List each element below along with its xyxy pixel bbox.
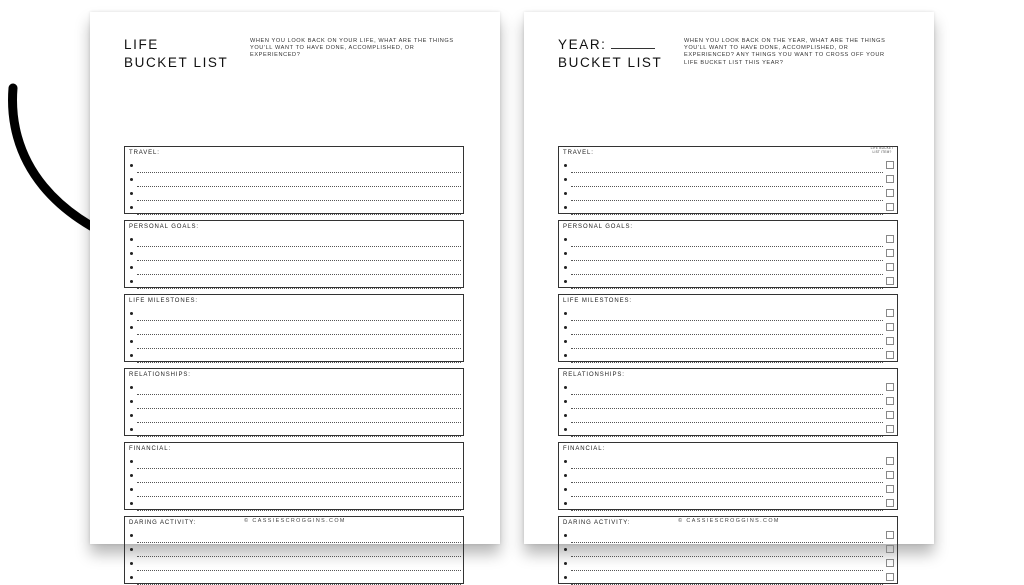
- list-item[interactable]: [559, 160, 897, 173]
- bullet-icon: [564, 238, 567, 241]
- section-label: FINANCIAL:: [129, 446, 172, 452]
- dotted-write-line: [571, 542, 883, 543]
- list-item[interactable]: [125, 544, 463, 557]
- section-box: [558, 294, 898, 362]
- dotted-write-line: [571, 334, 883, 335]
- dotted-write-line: [571, 246, 883, 247]
- checkbox[interactable]: [886, 161, 894, 169]
- list-item[interactable]: [125, 276, 463, 289]
- bullet-icon: [130, 280, 133, 283]
- bullet-icon: [130, 238, 133, 241]
- dotted-write-line: [137, 172, 461, 173]
- section-box: [124, 368, 464, 436]
- dotted-write-line: [571, 570, 883, 571]
- dotted-write-line: [571, 422, 883, 423]
- list-item[interactable]: [559, 410, 897, 423]
- bullet-icon: [564, 576, 567, 579]
- checkbox[interactable]: [886, 309, 894, 317]
- section-label: PERSONAL GOALS:: [563, 224, 633, 230]
- dotted-write-line: [137, 468, 461, 469]
- list-item[interactable]: [559, 572, 897, 585]
- dotted-write-line: [137, 260, 461, 261]
- list-item[interactable]: [559, 234, 897, 247]
- list-item[interactable]: [125, 336, 463, 349]
- list-item[interactable]: [559, 484, 897, 497]
- bullet-icon: [564, 548, 567, 551]
- list-item[interactable]: [559, 498, 897, 511]
- dotted-write-line: [137, 394, 461, 395]
- list-item[interactable]: [125, 498, 463, 511]
- list-item[interactable]: [125, 410, 463, 423]
- bullet-icon: [130, 206, 133, 209]
- dotted-write-line: [571, 172, 883, 173]
- list-item[interactable]: [559, 456, 897, 469]
- list-item[interactable]: [125, 424, 463, 437]
- list-item[interactable]: [559, 470, 897, 483]
- dotted-write-line: [571, 200, 883, 201]
- dotted-write-line: [137, 186, 461, 187]
- bullet-icon: [130, 266, 133, 269]
- bullet-icon: [564, 340, 567, 343]
- dotted-write-line: [571, 214, 883, 215]
- dotted-write-line: [137, 320, 461, 321]
- checkbox[interactable]: [886, 203, 894, 211]
- year-blank-line[interactable]: [611, 39, 655, 49]
- bullet-icon: [564, 192, 567, 195]
- bullet-icon: [564, 488, 567, 491]
- list-item[interactable]: [559, 396, 897, 409]
- list-item[interactable]: [559, 308, 897, 321]
- bullet-icon: [564, 354, 567, 357]
- list-item[interactable]: [559, 544, 897, 557]
- list-item[interactable]: [559, 424, 897, 437]
- section-label: DARING ACTIVITY:: [563, 520, 631, 526]
- checkbox[interactable]: [886, 559, 894, 567]
- dotted-write-line: [137, 288, 461, 289]
- bullet-icon: [564, 252, 567, 255]
- section-box: [558, 442, 898, 510]
- list-item[interactable]: [559, 382, 897, 395]
- checkbox[interactable]: [886, 397, 894, 405]
- bullet-icon: [564, 266, 567, 269]
- bullet-icon: [130, 576, 133, 579]
- list-item[interactable]: [125, 558, 463, 571]
- checkbox[interactable]: [886, 351, 894, 359]
- page-title: [124, 36, 228, 72]
- section-label: PERSONAL GOALS:: [129, 224, 199, 230]
- checkbox[interactable]: [886, 499, 894, 507]
- dotted-write-line: [137, 246, 461, 247]
- checkbox[interactable]: [886, 263, 894, 271]
- bullet-icon: [564, 326, 567, 329]
- section-box: [124, 516, 464, 584]
- section-box: [124, 146, 464, 214]
- bullet-icon: [130, 326, 133, 329]
- bullet-icon: [130, 414, 133, 417]
- dotted-write-line: [571, 496, 883, 497]
- checkbox[interactable]: [886, 531, 894, 539]
- bullet-icon: [130, 474, 133, 477]
- life-bucket-list-page: [90, 12, 500, 544]
- bullet-icon: [564, 280, 567, 283]
- section-label: DARING ACTIVITY:: [129, 520, 197, 526]
- bullet-icon: [130, 428, 133, 431]
- bullet-icon: [564, 312, 567, 315]
- section-label: RELATIONSHIPS:: [129, 372, 191, 378]
- checkbox[interactable]: [886, 425, 894, 433]
- year-label: YEAR:: [558, 37, 607, 52]
- dotted-write-line: [137, 334, 461, 335]
- footer-credit: © CASSIESCROGGINS.COM: [244, 518, 346, 524]
- prompt-text: WHEN YOU LOOK BACK ON YOUR LIFE, WHAT ARE THE THINGS YOU'LL WANT TO HAVE DONE, ACCOMPLISHED, OR EXPERIENCED?: [250, 38, 454, 59]
- checkbox[interactable]: [886, 411, 894, 419]
- list-item[interactable]: [125, 234, 463, 247]
- bullet-icon: [130, 354, 133, 357]
- dotted-write-line: [137, 496, 461, 497]
- list-item[interactable]: [559, 248, 897, 261]
- checkbox[interactable]: [886, 471, 894, 479]
- dotted-write-line: [137, 362, 461, 363]
- dotted-write-line: [571, 274, 883, 275]
- bullet-icon: [130, 252, 133, 255]
- checkbox[interactable]: [886, 249, 894, 257]
- list-item[interactable]: [125, 308, 463, 321]
- section-box: [558, 368, 898, 436]
- prompt-text: WHEN YOU LOOK BACK ON THE YEAR, WHAT ARE THE THINGS YOU'LL WANT TO HAVE DONE, ACCOMPLISHED, OR EXPERIENCED? ANY THINGS YOU WANT TO CROSS OFF YOUR LIFE BUCKET LIST THIS YEAR?: [684, 38, 886, 66]
- dotted-write-line: [137, 542, 461, 543]
- list-item[interactable]: [559, 188, 897, 201]
- list-item[interactable]: [125, 530, 463, 543]
- bullet-icon: [564, 534, 567, 537]
- list-item[interactable]: [125, 188, 463, 201]
- bullet-icon: [130, 534, 133, 537]
- list-item[interactable]: [559, 202, 897, 215]
- section-box: [558, 516, 898, 584]
- list-item[interactable]: [125, 470, 463, 483]
- list-item[interactable]: [125, 262, 463, 275]
- list-item[interactable]: [125, 484, 463, 497]
- section-box: [558, 146, 898, 214]
- bullet-icon: [564, 164, 567, 167]
- checkbox[interactable]: [886, 457, 894, 465]
- dotted-write-line: [571, 288, 883, 289]
- title-line-1: [558, 36, 662, 54]
- dotted-write-line: [571, 556, 883, 557]
- bullet-icon: [130, 312, 133, 315]
- title-line-2: BUCKET LIST: [124, 55, 229, 70]
- checkbox-column-header: LIFE BUCKET LIST ITEM?: [870, 146, 894, 154]
- list-item[interactable]: [125, 174, 463, 187]
- checkbox[interactable]: [886, 277, 894, 285]
- list-item[interactable]: [559, 262, 897, 275]
- footer-credit: © CASSIESCROGGINS.COM: [678, 518, 780, 524]
- dotted-write-line: [137, 556, 461, 557]
- list-item[interactable]: [125, 350, 463, 363]
- dotted-write-line: [137, 214, 461, 215]
- checkbox[interactable]: [886, 383, 894, 391]
- checkbox[interactable]: [886, 189, 894, 197]
- bullet-icon: [130, 178, 133, 181]
- dotted-write-line: [571, 362, 883, 363]
- section-box: [124, 294, 464, 362]
- list-item[interactable]: [125, 572, 463, 585]
- section-label: RELATIONSHIPS:: [563, 372, 625, 378]
- page-title: [558, 36, 662, 72]
- section-label: LIFE MILESTONES:: [563, 298, 632, 304]
- section-box: [124, 442, 464, 510]
- dotted-write-line: [137, 570, 461, 571]
- list-item[interactable]: [559, 174, 897, 187]
- list-item[interactable]: [125, 248, 463, 261]
- bullet-icon: [130, 164, 133, 167]
- dotted-write-line: [137, 200, 461, 201]
- bullet-icon: [130, 400, 133, 403]
- bullet-icon: [130, 502, 133, 505]
- dotted-write-line: [137, 274, 461, 275]
- dotted-write-line: [571, 186, 883, 187]
- dotted-write-line: [571, 408, 883, 409]
- section-box: [124, 220, 464, 288]
- list-item[interactable]: [125, 202, 463, 215]
- title-line-1: LIFE: [124, 37, 159, 52]
- title-line-2: BUCKET LIST: [558, 55, 663, 70]
- section-label: FINANCIAL:: [563, 446, 606, 452]
- checkbox[interactable]: [886, 545, 894, 553]
- dotted-write-line: [137, 422, 461, 423]
- dotted-write-line: [571, 348, 883, 349]
- bullet-icon: [564, 178, 567, 181]
- bullet-icon: [130, 386, 133, 389]
- section-label: TRAVEL:: [129, 150, 160, 156]
- list-item[interactable]: [559, 558, 897, 571]
- list-item[interactable]: [125, 382, 463, 395]
- dotted-write-line: [571, 482, 883, 483]
- section-label: TRAVEL:: [563, 150, 594, 156]
- dotted-write-line: [137, 482, 461, 483]
- bullet-icon: [130, 192, 133, 195]
- list-item[interactable]: [125, 322, 463, 335]
- list-item[interactable]: [125, 160, 463, 173]
- bullet-icon: [564, 502, 567, 505]
- dotted-write-line: [137, 510, 461, 511]
- list-item[interactable]: [125, 396, 463, 409]
- bullet-icon: [130, 460, 133, 463]
- section-box: [558, 220, 898, 288]
- checkbox[interactable]: [886, 175, 894, 183]
- bullet-icon: [564, 400, 567, 403]
- list-item[interactable]: [559, 322, 897, 335]
- list-item[interactable]: [125, 456, 463, 469]
- dotted-write-line: [571, 260, 883, 261]
- bullet-icon: [130, 548, 133, 551]
- section-label: LIFE MILESTONES:: [129, 298, 198, 304]
- bullet-icon: [564, 414, 567, 417]
- bullet-icon: [564, 428, 567, 431]
- checkbox[interactable]: [886, 323, 894, 331]
- bullet-icon: [564, 386, 567, 389]
- dotted-write-line: [571, 436, 883, 437]
- bullet-icon: [564, 474, 567, 477]
- dotted-write-line: [571, 394, 883, 395]
- checkbox[interactable]: [886, 485, 894, 493]
- dotted-write-line: [571, 320, 883, 321]
- bullet-icon: [564, 206, 567, 209]
- dotted-write-line: [137, 348, 461, 349]
- dotted-write-line: [137, 436, 461, 437]
- checkbox[interactable]: [886, 235, 894, 243]
- dotted-write-line: [137, 408, 461, 409]
- bullet-icon: [564, 562, 567, 565]
- list-item[interactable]: [559, 350, 897, 363]
- bullet-icon: [130, 562, 133, 565]
- dotted-write-line: [571, 468, 883, 469]
- bullet-icon: [130, 340, 133, 343]
- year-bucket-list-page: [524, 12, 934, 544]
- dotted-write-line: [571, 510, 883, 511]
- checkbox[interactable]: [886, 337, 894, 345]
- bullet-icon: [130, 488, 133, 491]
- list-item[interactable]: [559, 530, 897, 543]
- checkbox[interactable]: [886, 573, 894, 581]
- list-item[interactable]: [559, 276, 897, 289]
- list-item[interactable]: [559, 336, 897, 349]
- bullet-icon: [564, 460, 567, 463]
